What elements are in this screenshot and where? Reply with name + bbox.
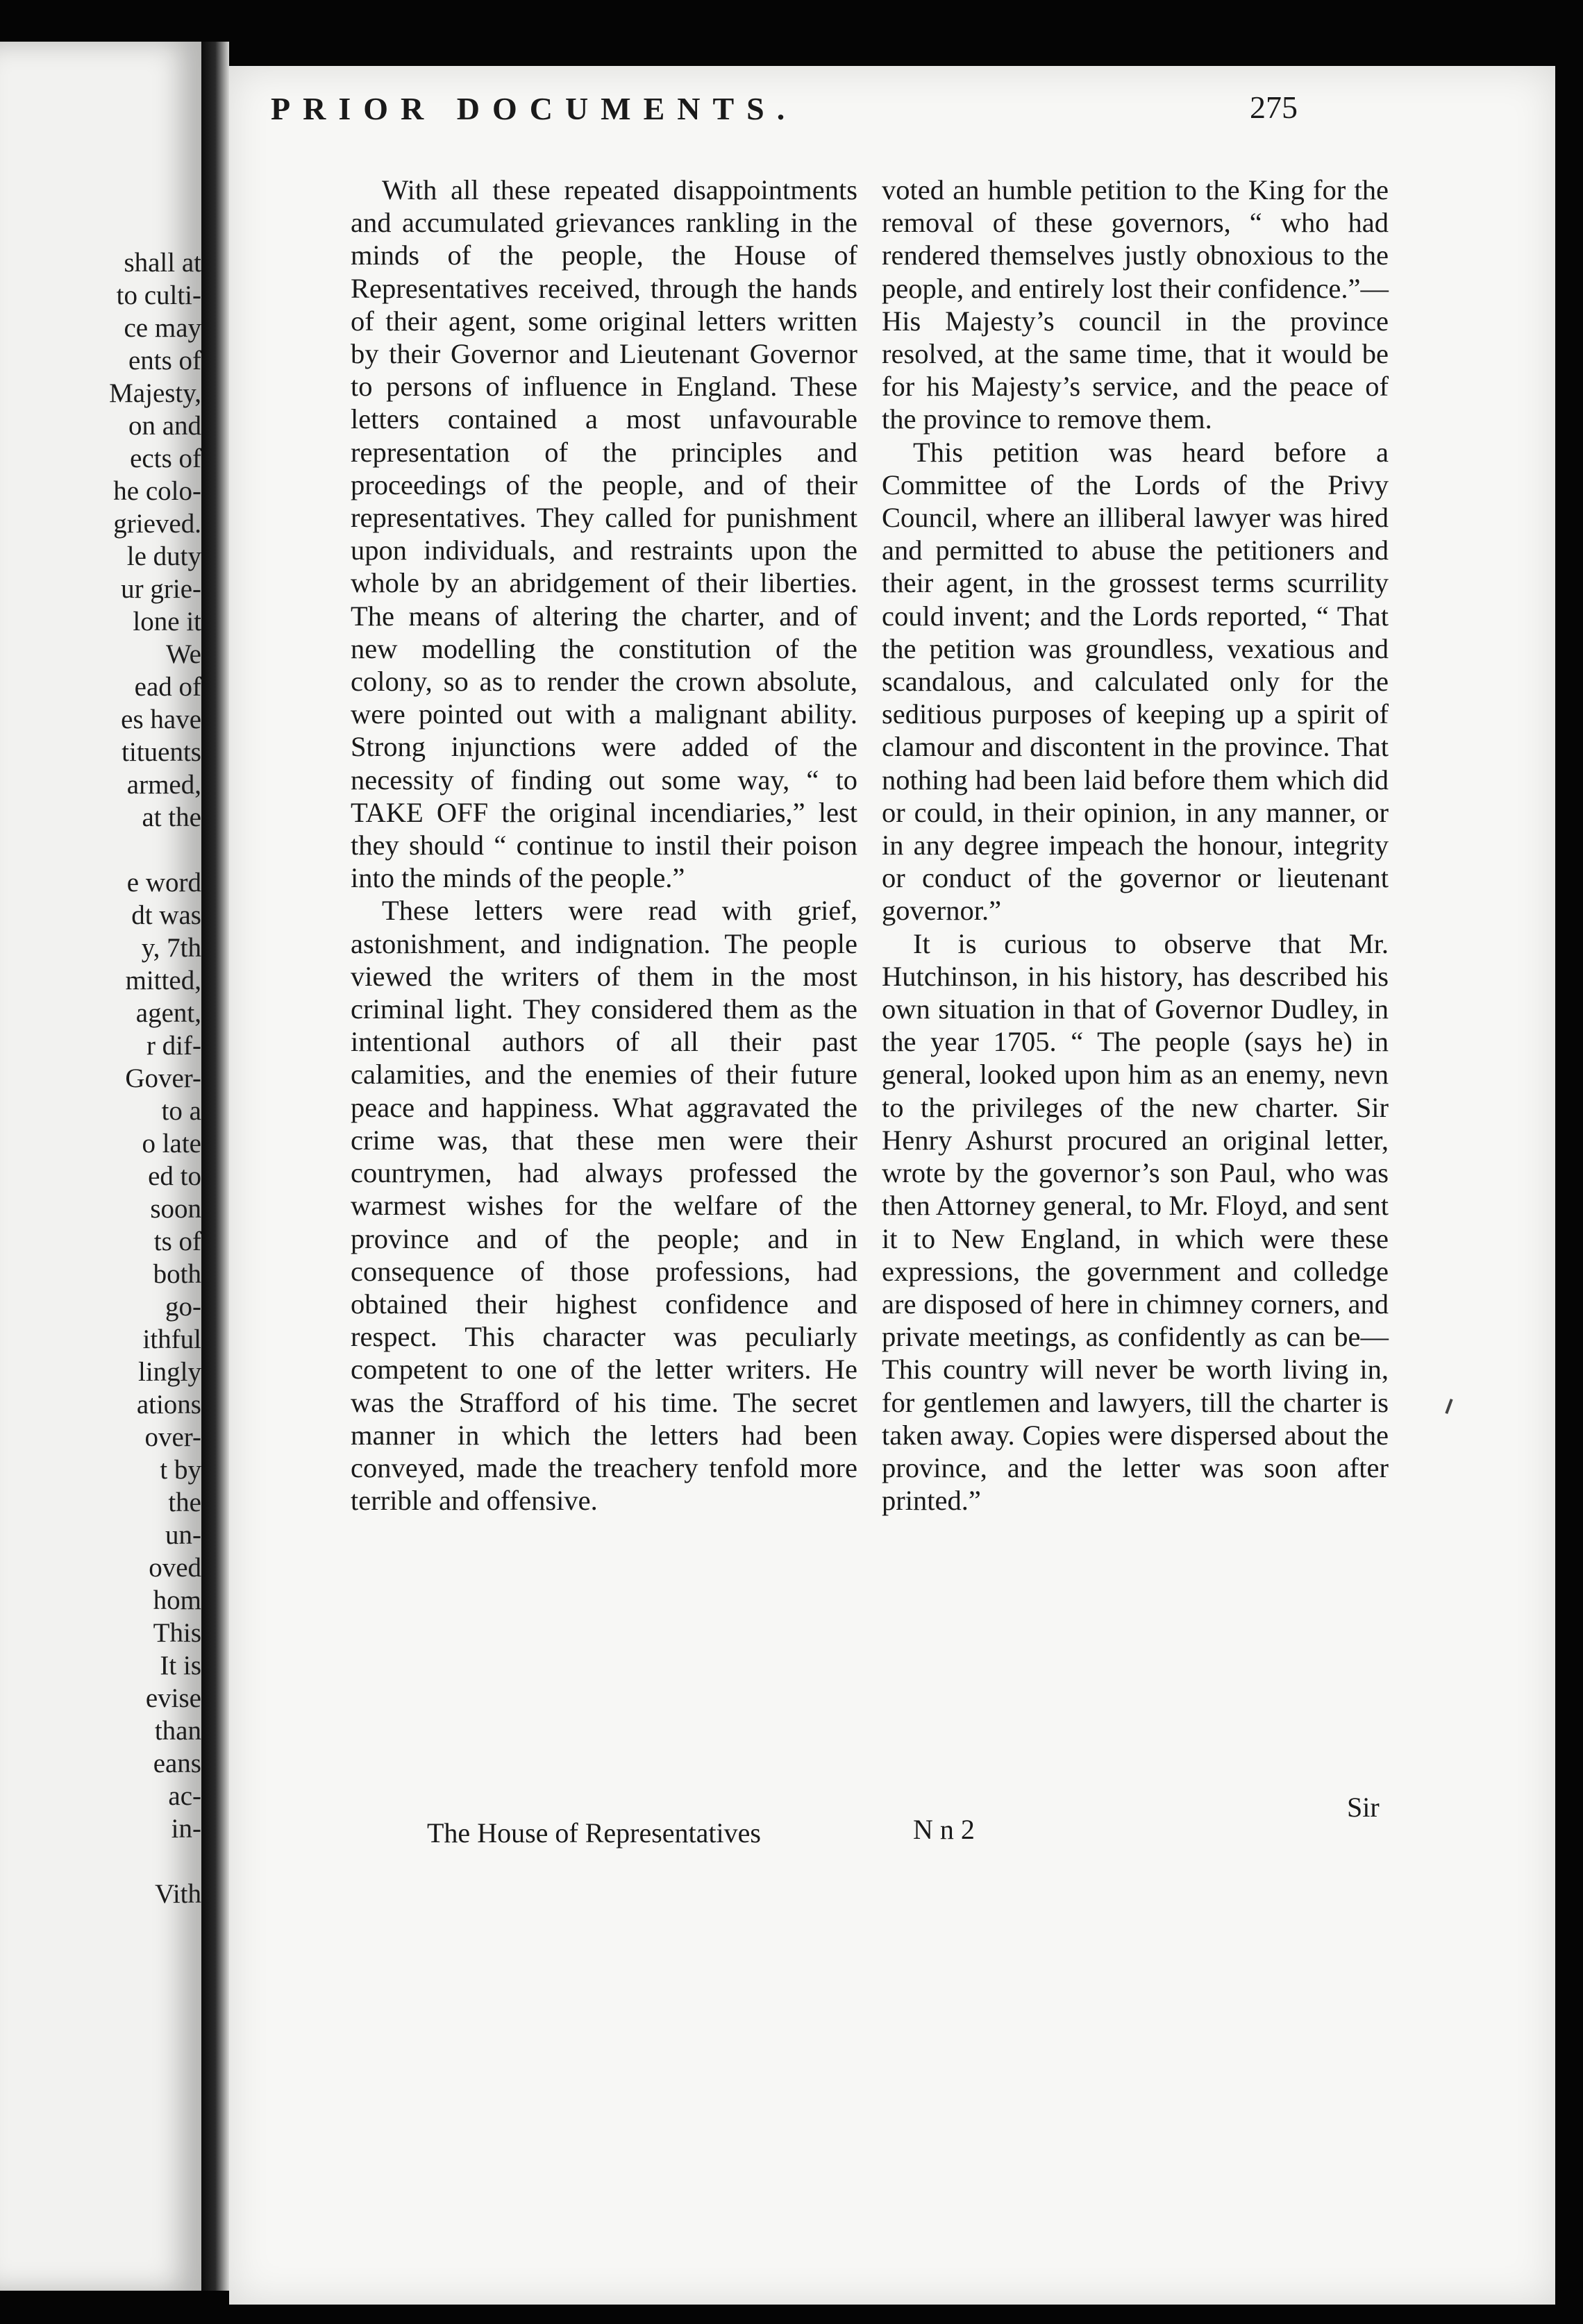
- previous-page-line: ations: [136, 1390, 201, 1420]
- right-paragraph-2: This petition was heard before a Committee of the Lords of the Privy Council, where an illiberal lawyer was hired and permitted to abuse the petitioners and their agent, in the grossest terms scurrility could invent; and the Lords reported, “ That the petition was groundless, vexatious and scandalous, and calculated only for the seditious purposes of keeping up a spirit of clamour and discontent in the province. That nothing had been laid before them which did or could, in their opinion, in any manner, or in any degree impeach the honour, integrity or conduct of the governor or lieutenant governor.”: [882, 436, 1389, 927]
- previous-page-line: at the: [142, 802, 201, 832]
- right-paragraph-1: voted an humble petition to the King for the removal of these governors, “ who had rendered themselves justly obnoxious to the people, and entirely lost their confidence.”— His Majesty’s council in the province resolved, at the same time, that it would be for his Majesty’s service, and the peace of the province to remove them.: [882, 174, 1389, 435]
- left-paragraph-1: With all these repeated disappointments and accumulated grievances rankling in the minds of the people, the House of Representatives received, through the hands of their agent, some original letters written by their Governor and Lieutenant Governor to persons of influence in England. These letters contained a most unfavourable representation of the principles and proceedings of the people, and of their representatives. They called for punishment upon individuals, and restraints upon the whole by an abridgement of their liberties. The means of altering the charter, and of new modelling the constitution of the colony, so as to render the crown absolute, were pointed out with a malignant ability. Strong injunctions were added of the necessity of finding out some way, “ to TAKE OFF the original incendiaries,” lest they should “ continue to instil their poison into the minds of the people.”: [351, 174, 857, 894]
- previous-page-line: hom: [153, 1585, 201, 1615]
- previous-page-line: the: [168, 1488, 201, 1517]
- previous-page-line: to culti-: [116, 280, 201, 310]
- right-column: [882, 174, 1389, 1517]
- previous-page-line: armed,: [126, 770, 201, 800]
- previous-page-line: oved: [149, 1553, 201, 1583]
- previous-page-line: agent,: [135, 998, 201, 1028]
- previous-page-line: on and: [128, 411, 201, 441]
- previous-page-line: in-: [171, 1814, 201, 1844]
- previous-page-line: ents of: [128, 346, 201, 376]
- previous-page-line: go-: [165, 1292, 201, 1322]
- previous-page-line: lingly: [137, 1357, 201, 1387]
- previous-page-line: un-: [165, 1520, 201, 1550]
- left-paragraph-2: These letters were read with grief, astonishment, and indignation. The people viewed the writers of them in the most criminal light. They considered them as the intentional authors of all their past calamities, and the enemies of their future peace and happiness. What aggravated the crime was, that these men were their countrymen, had always professed the warmest wishes for the welfare of the province and of the people; and in consequence of those professions, had obtained their highest confidence and respect. This character was peculiarly competent to one of the letter writers. He was the Strafford of his time. The secret manner in which the letters had been conveyed, made the treachery tenfold more terrible and offensive.: [351, 895, 857, 1517]
- previous-page-line: soon: [150, 1194, 201, 1224]
- previous-page-line: y, 7th: [141, 933, 201, 963]
- previous-page-line: ects of: [130, 444, 201, 473]
- previous-page-line: es have: [121, 705, 201, 734]
- previous-page-edge: [0, 42, 201, 2291]
- previous-page-line: grieved.: [113, 509, 201, 539]
- previous-page-line: dt was: [131, 900, 201, 930]
- previous-page-line: tituents: [122, 737, 201, 767]
- previous-page-line: ur grie-: [121, 574, 201, 604]
- previous-page-line: ed to: [148, 1161, 201, 1191]
- previous-page-line: lone it: [133, 607, 201, 637]
- previous-page-line: than: [154, 1716, 201, 1746]
- previous-page-line: ac-: [168, 1781, 201, 1811]
- left-catchline: The House of Representatives: [427, 1817, 761, 1849]
- book-gutter: [201, 42, 229, 2291]
- previous-page-line: ts of: [153, 1227, 201, 1256]
- previous-page-line: This: [153, 1618, 201, 1648]
- previous-page-line: Majesty,: [109, 378, 201, 408]
- previous-page-line: Gover-: [125, 1063, 201, 1093]
- previous-page-line: eans: [153, 1749, 201, 1778]
- page-number: 275: [1250, 90, 1298, 125]
- previous-page-line: t by: [160, 1455, 201, 1485]
- previous-page-line: shall at: [124, 248, 201, 278]
- previous-page-line: Vith: [155, 1879, 201, 1909]
- previous-page-line: both: [153, 1259, 201, 1289]
- previous-page-line: o late: [142, 1129, 201, 1159]
- previous-page-line: he colo-: [113, 476, 201, 506]
- signature-mark: N n 2: [913, 1814, 975, 1845]
- previous-page-line: to a: [161, 1096, 201, 1126]
- previous-page-line: e word: [126, 868, 201, 898]
- left-column: [351, 174, 857, 1517]
- previous-page-line: ithful: [142, 1324, 201, 1354]
- previous-page-line: ce may: [124, 313, 201, 343]
- right-catchword: Sir: [1347, 1792, 1380, 1823]
- right-paragraph-3: It is curious to observe that Mr. Hutchinson, in his history, has described his own situation in that of Governor Dudley, in the year 1705. “ The people (says he) in general, looked upon him as an enemy, nevn to the privileges of the new charter. Sir Henry Ashurst procured an original letter, wrote by the governor’s son Paul, who was then Attorney general, to Mr. Floyd, and sent it to New England, in which were these expressions, the government and colledge are disposed of here in chimney corners, and private meetings, as confidently as can be—This country will never be worth living in, for gentlemen and lawyers, till the charter is taken away. Copies were dispersed about the province, and the letter was soon after printed.”: [882, 927, 1389, 1517]
- previous-page-line: le duty: [126, 541, 201, 571]
- previous-page-line: We: [166, 639, 201, 669]
- previous-page-line: mitted,: [125, 966, 201, 995]
- previous-page-line: ead of: [134, 672, 201, 702]
- previous-page-line: over-: [144, 1422, 201, 1452]
- previous-page-line: r dif-: [146, 1031, 201, 1061]
- previous-page-line: evise: [145, 1683, 201, 1713]
- running-title: PRIOR DOCUMENTS.: [271, 91, 798, 126]
- previous-page-line: It is: [160, 1651, 201, 1681]
